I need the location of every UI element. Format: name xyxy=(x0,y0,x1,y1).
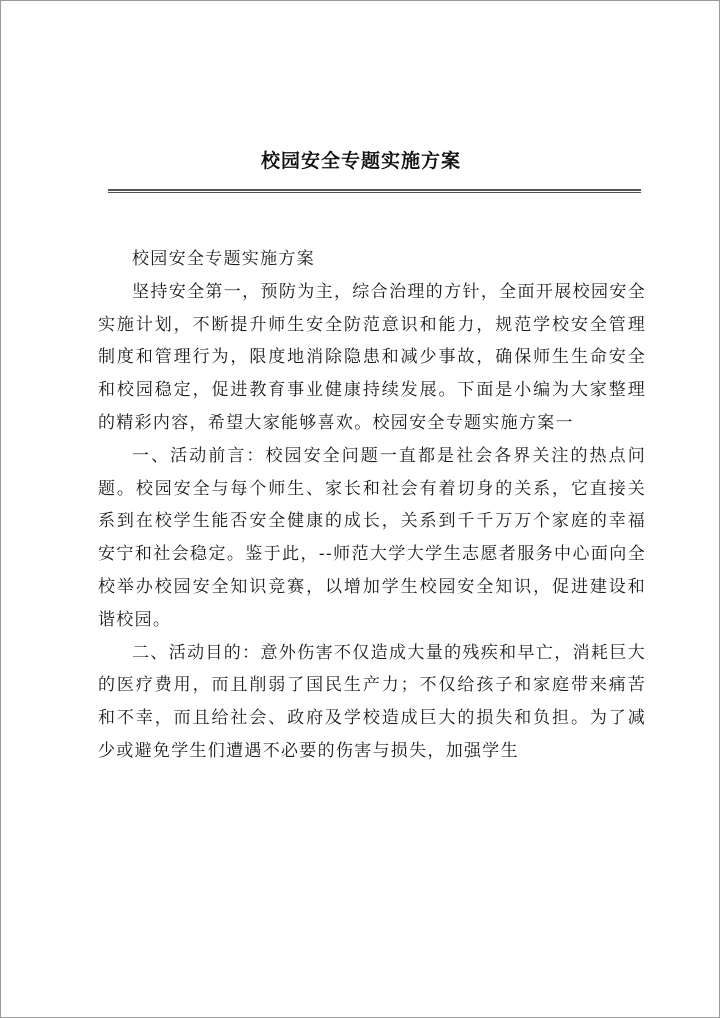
paragraph-section-1: 一、活动前言：校园安全问题一直都是社会各界关注的热点问题。校园安全与每个师生、家长和社会有着切身的关系，它直接关系到在校学生能否安全健康的成长，关系到千千万万个家庭的幸福安宁和社会稳定。鉴于此，--师范大学大学生志愿者服务中心面向全校举办校园安全知识竞赛，以增加学生校园安全知识，促进建设和谐校园。 xyxy=(98,445,646,630)
paragraph-subtitle: 校园安全专题实施方案 xyxy=(132,249,315,269)
page-title: 校园安全专题实施方案 xyxy=(260,150,461,172)
document-body xyxy=(98,243,646,768)
paragraph-intro: 坚持安全第一，预防为主，综合治理的方针，全面开展校园安全实施计划，不断提升师生安全防范意识和能力，规范学校安全管理制度和管理行为，限度地消除隐患和减少事故，确保师生生命安全和校园稳定，促进教育事业健康持续发展。下面是小编为大家整理的精彩内容，希望大家能够喜欢。校园安全专题实施方案一 xyxy=(98,281,646,433)
title-divider xyxy=(108,189,641,193)
paragraph-section-2: 二、活动目的：意外伤害不仅造成大量的残疾和早亡，消耗巨大的医疗费用，而且削弱了国民生产力；不仅给孩子和家庭带来痛苦和不幸，而且给社会、政府及学校造成巨大的损失和负担。为了减少或避免学生们遭遇不必要的伤害与损失，加强学生 xyxy=(98,642,646,761)
